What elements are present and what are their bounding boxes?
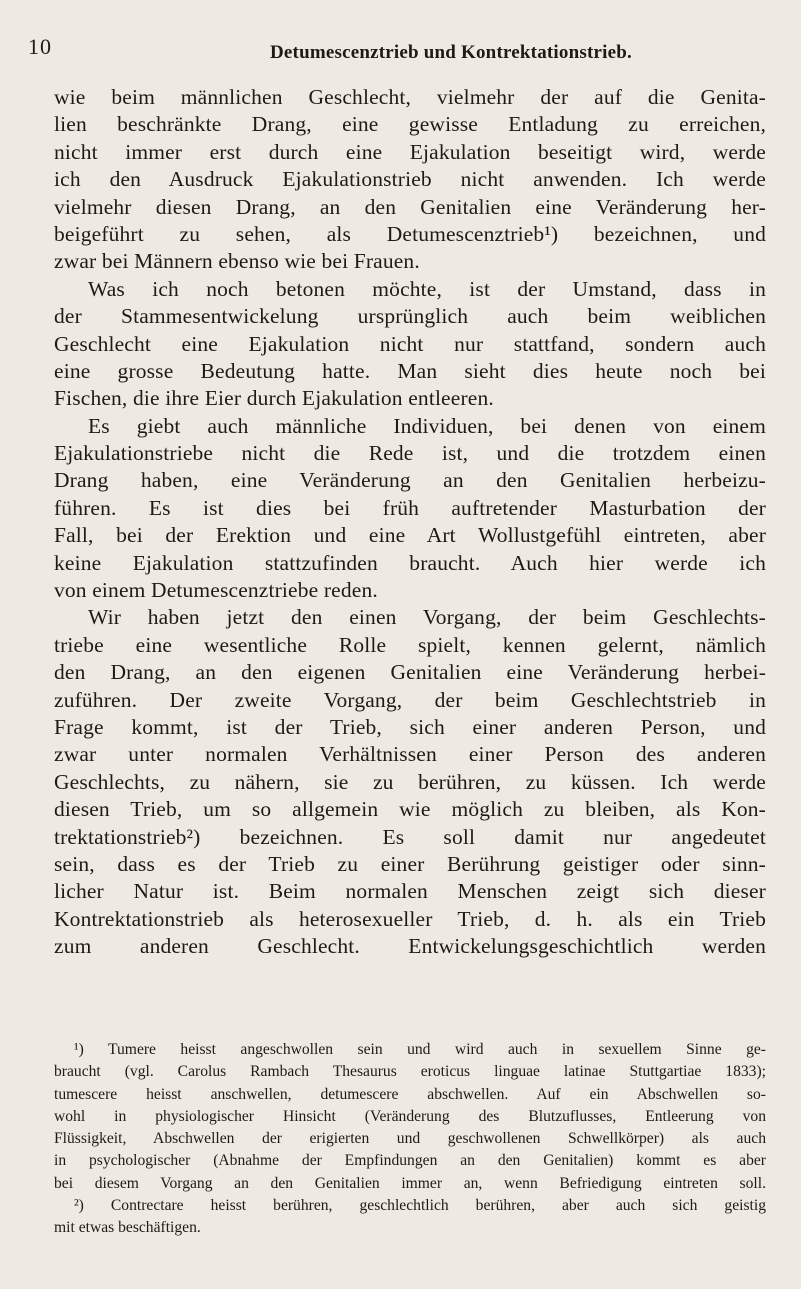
footnote-line: bei diesem Vorgang an den Genitalien immer an, wenn Befriedigung eintreten soll. (54, 1174, 766, 1192)
body-line: führen. Es ist dies bei früh auftretender Masturbation der (54, 495, 766, 520)
body-line: beigeführt zu sehen, als Detumescenztrieb¹) bezeichnen, und (54, 221, 766, 246)
footnote-line: mit etwas beschäftigen. (54, 1219, 201, 1237)
footnote-line: tumescere heisst anschwellen, detumescere abschwellen. Auf ein Abschwellen so- (54, 1085, 766, 1103)
body-line: licher Natur ist. Beim normalen Menschen zeigt sich dieser (54, 879, 766, 904)
footnote-line: ²) Contrectare heisst berühren, geschlechtlich berühren, aber auch sich geistig (74, 1197, 766, 1215)
body-line: der Stammesentwickelung ursprünglich auch beim weiblichen (54, 304, 766, 329)
body-line: Frage kommt, ist der Trieb, sich einer anderen Person, und (54, 714, 766, 739)
body-text (54, 84, 766, 961)
footnote-line: ¹) Tumere heisst angeschwollen sein und wird auch in sexuellem Sinne ge- (74, 1041, 766, 1058)
footnote-line: Flüssigkeit, Abschwellen der erigierten und geschwollenen Schwellkörper) als auch (54, 1130, 766, 1148)
body-line: Was ich noch betonen möchte, ist der Umstand, dass in (88, 276, 766, 301)
body-line: den Drang, an den eigenen Genitalien eine Veränderung herbei- (54, 660, 766, 685)
body-line: diesen Trieb, um so allgemein wie möglich zu bleiben, als Kon- (54, 797, 766, 822)
body-line: zum anderen Geschlecht. Entwickelungsgeschichtlich werden (54, 934, 766, 959)
footnote-line: in psychologischer (Abnahme der Empfindungen an den Genitalien) kommt es aber (54, 1152, 766, 1170)
body-line: keine Ejakulation stattzufinden braucht. Auch hier werde ich (54, 550, 766, 575)
body-line: Ejakulationstriebe nicht die Rede ist, und die trotzdem einen (54, 441, 766, 466)
page-number: 10 (28, 34, 52, 59)
body-line: Es giebt auch männliche Individuen, bei denen von einem (88, 413, 766, 438)
body-line: Kontrektationstrieb als heterosexueller Trieb, d. h. als ein Trieb (54, 906, 766, 931)
body-line: zwar bei Männern ebenso wie bei Frauen. (54, 249, 420, 274)
body-line: trektationstrieb²) bezeichnen. Es soll damit nur angedeutet (54, 824, 766, 849)
running-head: Detumescenztrieb und Kontrektationstrieb. (270, 42, 632, 63)
body-line: nicht immer erst durch eine Ejakulation beseitigt wird, werde (54, 139, 766, 164)
body-line: vielmehr diesen Drang, an den Genitalien eine Veränderung her- (54, 194, 766, 219)
body-line: von einem Detumescenztriebe reden. (54, 578, 378, 603)
body-line: zwar unter normalen Verhältnissen einer Person des anderen (54, 742, 766, 767)
body-line: lien beschränkte Drang, eine gewisse Entladung zu erreichen, (54, 112, 766, 137)
footnote-line: wohl in physiologischer Hinsicht (Veränderung des Blutzuflusses, Entleerung von (54, 1107, 766, 1125)
body-line: Geschlechts, zu nähern, sie zu berühren, zu küssen. Ich werde (54, 769, 766, 794)
body-line: ich den Ausdruck Ejakulationstrieb nicht anwenden. Ich werde (54, 167, 766, 192)
body-line: sein, dass es der Trieb zu einer Berührung geistiger oder sinn- (54, 851, 766, 876)
body-line: Fall, bei der Erektion und eine Art Wollustgefühl eintreten, aber (54, 523, 766, 548)
body-line: Geschlecht eine Ejakulation nicht nur stattfand, sondern auch (54, 331, 766, 356)
footnotes (54, 1039, 766, 1240)
footnote-line: braucht (vgl. Carolus Rambach Thesaurus eroticus linguae latinae Stuttgartiae 1833); (54, 1063, 766, 1081)
body-line: zuführen. Der zweite Vorgang, der beim Geschlechtstrieb in (54, 687, 766, 712)
body-line: Fischen, die ihre Eier durch Ejakulation entleeren. (54, 386, 494, 411)
body-line: eine grosse Bedeutung hatte. Man sieht dies heute noch bei (54, 358, 766, 383)
body-line: Drang haben, eine Veränderung an den Genitalien herbeizu- (54, 468, 766, 493)
body-line: triebe eine wesentliche Rolle spielt, kennen gelernt, nämlich (54, 632, 766, 657)
body-line: wie beim männlichen Geschlecht, vielmehr der auf die Genita- (54, 85, 766, 109)
body-line: Wir haben jetzt den einen Vorgang, der beim Geschlechts- (88, 605, 766, 630)
